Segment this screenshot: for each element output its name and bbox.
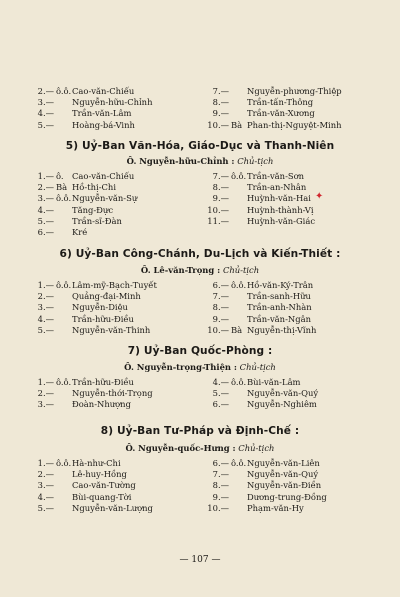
member-name: Nguyễn-văn-Lượng [72,502,153,513]
member-number: 6.— [37,227,54,237]
member-number: 1.— [37,280,54,290]
member-row [205,469,375,479]
member-number: 4.— [212,377,229,387]
member-row [30,480,200,490]
member-row [205,480,375,490]
chairman-line [0,265,400,275]
member-name: Bùi-quang-Tời [72,491,132,502]
member-row [205,97,375,107]
member-title: ô.ô. [56,193,72,204]
member-number: 1.— [37,171,54,181]
member-number: 10.— [207,204,229,215]
chairman-line [0,443,400,453]
member-name: Nguyễn-thị-Vĩnh [247,324,317,335]
member-number: 3.— [37,302,54,313]
member-title: Bà [231,119,243,130]
member-row [205,399,375,409]
member-name: Hà-như-Chi [72,458,121,468]
member-title: ô.ô. [56,280,72,290]
member-number: 5.— [37,324,54,335]
member-name: Nguyễn-văn-Sự [72,193,138,204]
member-row [30,120,200,130]
member-number: 1.— [37,458,54,468]
member-number: 7.— [212,171,229,181]
chairman-title: Chủ-tịch [238,443,275,453]
member-row [30,325,200,335]
chairman-line [0,156,400,166]
member-row [30,458,200,468]
member-number: 4.— [37,491,54,502]
member-number: 3.— [37,97,54,108]
member-name: Dương-trung-Đồng [247,491,327,502]
member-number: 2.— [37,388,54,399]
member-row [205,171,375,181]
member-name: Đoàn-Nhượng [72,399,131,410]
member-row [30,399,200,409]
member-number: 5.— [212,388,229,399]
member-number: 9.— [212,108,229,119]
member-title: ô. [56,171,64,181]
chairman-title: Chủ-tịch [222,265,260,275]
member-row [205,108,375,118]
member-number: 4.— [37,108,54,119]
page-number: — 107 — [179,555,221,565]
section-heading: 5) Uỷ-Ban Văn-Hóa, Giáo-Dục và Thanh-Niên [65,140,335,152]
member-row [205,302,375,312]
member-name: Hoàng-bá-Vinh [72,119,135,130]
member-row [30,314,200,324]
member-row [205,216,375,226]
member-number: 2.— [37,86,54,96]
member-number: 8.— [212,480,229,491]
member-name: Lê-huy-Hồng [72,469,127,480]
member-number: 2.— [37,469,54,480]
member-name: Bùi-văn-Lâm [247,377,301,387]
member-name: Nguyễn-văn-Điền [247,480,322,491]
member-number: 7.— [212,469,229,480]
member-number: 6.— [212,399,229,410]
member-title: ô.ô. [56,86,72,96]
member-number: 1.— [37,377,54,387]
member-title: Bà [56,182,68,193]
section-heading: 7) Uỷ-Ban Quốc-Phòng : [127,345,273,357]
member-name: Trần-văn-Xương [247,108,315,119]
member-name: Huỳnh-văn-Hai [247,193,311,204]
chairman-title: Chủ-tịch [239,362,276,372]
member-row [30,108,200,118]
member-name: Nguyễn-văn-Thinh [72,324,151,335]
member-name: Trần-hữu-Điều [72,377,134,387]
member-row [30,388,200,398]
member-name: Huỳnh-thành-Vị [247,204,314,215]
member-row [205,458,375,468]
member-number: 2.— [37,182,54,193]
member-number: 5.— [37,502,54,513]
member-row [30,227,200,237]
member-name: Nguyễn-phương-Thiệp [247,86,342,96]
chairman-name: Ô. Lê-văn-Trọng : [140,265,221,275]
member-number: 7.— [212,86,229,96]
member-name: Nguyễn-văn-Liên [247,458,320,468]
member-number: 2.— [37,291,54,302]
member-row [30,503,200,513]
member-name: Nguyễn-văn-Quý [247,388,319,399]
member-row [205,314,375,324]
member-name: Tăng-Đực [72,204,114,215]
member-name: Hồ-văn-Ký-Trân [247,280,314,290]
member-number: 9.— [212,491,229,502]
member-name: Trần-văn-Ngân [247,313,311,324]
member-name: Nguyễn-thới-Trọng [72,388,153,399]
member-name: Trần-tấn-Thông [247,97,314,108]
member-number: 8.— [212,302,229,313]
member-row [205,120,375,130]
member-row [205,193,375,203]
chairman-name: Ô. Nguyễn-quốc-Hưng : [125,443,236,453]
member-row [30,171,200,181]
member-row [30,377,200,387]
member-row [205,503,375,513]
member-name: Lâm-mỹ-Bạch-Tuyết [72,280,157,290]
member-row [30,182,200,192]
member-row [205,86,375,96]
member-name: Trần-hữu-Điều [72,313,134,324]
member-title: ô.ô. [56,458,72,468]
member-row [205,377,375,387]
member-number: 8.— [212,182,229,193]
chairman-title: Chủ-tịch [237,156,274,166]
member-number: 9.— [212,313,229,324]
member-name: Phạm-văn-Hy [247,502,304,513]
member-number: 10.— [207,119,229,130]
member-row [30,205,200,215]
member-name: Trần-văn-Sơn [247,171,305,181]
member-name: Huỳnh-văn-Giác [247,215,316,226]
member-number: 3.— [37,193,54,204]
member-number: 3.— [37,399,54,410]
member-title: ô.ô. [231,458,247,468]
chairman-name: Ô. Nguyễn-hữu-Chỉnh : [126,156,235,166]
member-row [205,280,375,290]
member-number: 6.— [212,458,229,468]
member-title: ô.ô. [231,171,247,181]
member-number: 4.— [37,204,54,215]
member-title: Bà [231,324,243,335]
member-name: Cao-văn-Tường [72,480,136,491]
member-number: 6.— [212,280,229,290]
member-number: 3.— [37,480,54,491]
member-row [205,205,375,215]
member-row [205,388,375,398]
member-name: Nguyễn-Diệu [72,302,128,313]
member-number: 5.— [37,119,54,130]
member-number: 7.— [212,291,229,302]
member-row [205,492,375,502]
member-name: Kré [72,227,88,237]
member-name: Quảng-đại-Minh [72,291,141,302]
member-row [205,325,375,335]
member-row [30,193,200,203]
member-row [30,492,200,502]
member-name: Trần-sĩ-Đàn [72,215,122,226]
section-heading: 8) Uỷ-Ban Tư-Pháp và Định-Chế : [100,425,300,437]
member-row [30,469,200,479]
member-name: Phan-thị-Nguyệt-Minh [247,119,342,130]
chairman-line [0,362,400,372]
member-row [30,291,200,301]
member-number: 11.— [207,215,229,226]
member-row [30,86,200,96]
member-number: 10.— [207,324,229,335]
member-row [30,280,200,290]
member-row [205,182,375,192]
member-title: ô.ô. [56,377,72,387]
member-name: Cao-văn-Chiếu [72,171,135,181]
member-title: ô.ô. [231,377,247,387]
section-heading: 6) Uỷ-Ban Công-Chánh, Du-Lịch và Kiến-Thiết : [59,248,341,260]
member-name: Trần-an-Nhân [247,182,307,193]
member-name: Trần-văn-Lâm [72,108,132,119]
member-row [30,216,200,226]
chairman-name: Ô. Nguyễn-trọng-Thiện : [124,362,237,372]
red-arrow-marker-icon: ✦ [315,191,324,203]
member-name: Trần-sanh-Hữu [247,291,311,302]
member-name: Cao-văn-Chiếu [72,86,135,96]
member-name: Nguyễn-văn-Quý [247,469,319,480]
member-number: 10.— [207,502,229,513]
member-row [205,291,375,301]
member-name: Nguyễn-Nghiêm [247,399,317,410]
member-row [30,97,200,107]
member-number: 4.— [37,313,54,324]
member-row [30,302,200,312]
member-number: 9.— [212,193,229,204]
member-name: Nguyễn-hữu-Chỉnh [72,97,153,108]
member-title: ô.ô. [231,280,247,290]
member-name: Trần-anh-Nhàn [247,302,312,313]
member-number: 8.— [212,97,229,108]
member-name: Hồ-thị-Chi [72,182,117,193]
member-number: 5.— [37,215,54,226]
